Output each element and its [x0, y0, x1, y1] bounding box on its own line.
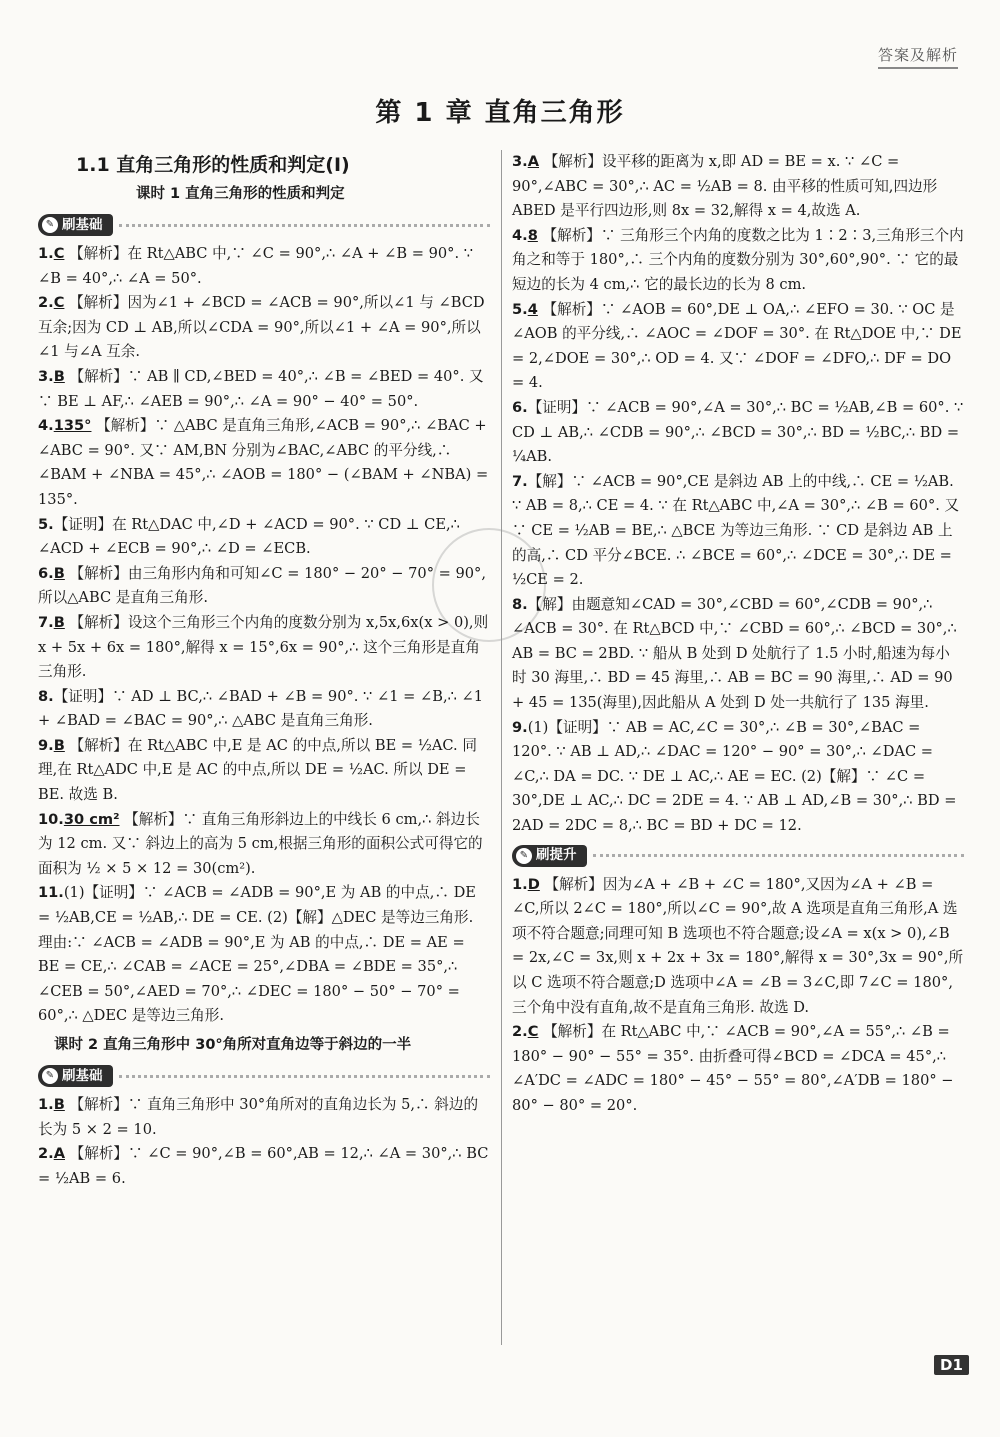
answer-item — [512, 716, 964, 839]
right-column — [512, 150, 964, 1119]
item-answer: D — [527, 875, 540, 893]
item-text: 【解析】∵ △ABC 是直角三角形,∠ACB = 90°,∴ ∠BAC + ∠ABC = 90°. 又∵ AM,BN 分别为∠BAC,∠ABC 的平分线,∴ ∠BAM + ∠NBA = 45°,∴ ∠AOB = 180° − (∠BAM + ∠NBA) = 135°. — [38, 417, 489, 508]
item-text: 【解析】在 Rt△ABC 中,∵ ∠C = 90°,∴ ∠A + ∠B = 90°. ∵ ∠B = 40°,∴ ∠A = 50°. — [38, 245, 474, 287]
dotted-rule — [119, 224, 491, 227]
answer-item — [38, 611, 490, 685]
section-title: 1.1 直角三角形的性质和判定(Ⅰ) — [76, 154, 350, 176]
answer-item — [38, 881, 490, 1029]
answer-list-left-2 — [38, 1093, 490, 1191]
item-number: 9. — [512, 718, 528, 736]
answer-item — [38, 734, 490, 808]
section-bar-improve — [512, 843, 964, 869]
book-icon: ✎ — [516, 848, 532, 864]
chapter-title: 第 1 章 直角三角形 — [375, 98, 625, 128]
item-answer: C — [527, 1023, 539, 1041]
item-text: 【解析】∵ 三角形三个内角的度数之比为 1∶2∶3,三角形三个内角之和等于 180°,∴ 三个内角的度数分别为 30°,60°,90°. ∵ 它的最短边的长为 4 cm,∴ 它的最长边的长为 8 cm. — [512, 226, 964, 293]
item-text: 【解析】设平移的距离为 x,即 AD = BE = x. ∵ ∠C = 90°,∠ABC = 30°,∴ AC = ½AB = 8. 由平移的性质可知,四边形 ABED 是平行四边形,则 8x = 32,解得 x = 4,故选 A. — [512, 153, 938, 220]
item-number: 5. — [38, 515, 54, 533]
item-text: 【解析】∵ 直角三角形斜边上的中线长 6 cm,∴ 斜边长为 12 cm. 又∵ 斜边上的高为 5 cm,根据三角形的面积公式可得它的面积为 ½ × 5 × 12 = 30(cm²). — [38, 810, 483, 877]
answer-item — [38, 513, 490, 562]
page-number: D1 — [934, 1355, 969, 1375]
item-number: 9. — [38, 736, 54, 754]
answer-item — [38, 414, 490, 512]
answer-item — [512, 224, 964, 298]
item-number: 10. — [38, 810, 64, 828]
answer-list-left — [38, 242, 490, 1029]
item-answer: B — [53, 736, 65, 754]
answer-item — [512, 298, 964, 396]
item-text: 【解析】在 Rt△ABC 中,∵ ∠ACB = 90°,∠A = 55°,∴ ∠B = 180° − 90° − 55° = 35°. 由折叠可得∠BCD = ∠DCA = 45°,∴ ∠A′DC = ∠ADC = 180° − 45° − 55° = 80°,∠A′DB = 180° − 80° − 80° = 20°. — [512, 1023, 954, 1114]
item-answer: 8 — [527, 226, 538, 244]
item-text: 【解析】因为∠A + ∠B + ∠C = 180°,又因为∠A + ∠B = ∠C,所以 2∠C = 180°,所以∠C = 90°,故 A 选项是直角三角形,A 选项不符合题意;同理可知 B 选项也不符合题意;设∠A = x(x > 0),∠B = 2x,∠C = 3x,则 x + 2x + 3x = 180°,解得 x = 30°,3x = 90°,所以 C 选项不符合题意;D 选项中∠A = ∠B = 3∠C,即 7∠C = 180°,三个角中没有直角,故不是直角三角形. 故选 D. — [512, 875, 964, 1016]
item-number: 4. — [38, 417, 54, 435]
left-column — [38, 150, 490, 1191]
dotted-rule — [119, 1075, 491, 1078]
item-number: 8. — [512, 595, 528, 613]
item-text: (1)【证明】∵ ∠ACB = ∠ADB = 90°,E 为 AB 的中点,∴ DE = ½AB,CE = ½AB,∴ DE = CE. (2)【解】△DEC 是等边三角形. 理由:∵ ∠ACB = ∠ADB = 90°,E 为 AB 的中点,∴ DE = AE = BE = CE,∴ ∠CAB = ∠ACE = 25°,∠DBA = ∠BDE = 35°,∴ ∠CEB = 50°,∠AED = 70°,∴ ∠DEC = 180° − 50° − 70° = 60°,∴ △DEC 是等边三角形. — [38, 884, 476, 1025]
answer-item — [38, 291, 490, 365]
item-text: 【解析】在 Rt△ABC 中,E 是 AC 的中点,所以 BE = ½AC. 同理,在 Rt△ADC 中,E 是 AC 的中点,所以 DE = ½AC. 所以 DE = BE. 故选 B. — [38, 736, 477, 804]
item-number: 6. — [38, 564, 54, 582]
item-text: 【解析】∵ AB ∥ CD,∠BED = 40°,∴ ∠B = ∠BED = 40°. 又∵ BE ⊥ AF,∴ ∠AEB = 90°,∴ ∠A = 90° − 40° = 50°. — [38, 367, 484, 410]
item-number: 2. — [38, 1145, 54, 1163]
item-answer: 30 cm² — [63, 810, 120, 828]
answer-item — [512, 1020, 964, 1118]
book-icon: ✎ — [42, 217, 58, 233]
item-number: 8. — [38, 687, 54, 705]
item-number: 4. — [512, 226, 528, 244]
item-answer: B — [53, 564, 65, 582]
section-bar-basic-2 — [38, 1063, 490, 1089]
item-text: 【解析】∵ 直角三角形中 30°角所对的直角边长为 5,∴ 斜边的长为 5 × 2 = 10. — [38, 1096, 479, 1138]
item-text: 【解析】∵ ∠C = 90°,∠B = 60°,AB = 12,∴ ∠A = 30°,∴ BC = ½AB = 6. — [38, 1145, 489, 1187]
item-number: 2. — [512, 1023, 528, 1041]
item-answer: 4 — [527, 300, 538, 318]
item-answer: A — [527, 153, 539, 170]
answer-item — [512, 470, 964, 593]
item-text: 【解析】因为∠1 + ∠BCD = ∠ACB = 90°,所以∠1 与 ∠BCD 互余;因为 CD ⊥ AB,所以∠CDA = 90°,所以∠1 + ∠A = 90°,所以∠1 与∠A 互余. — [38, 294, 485, 361]
answer-item — [512, 150, 964, 224]
item-answer: C — [53, 245, 65, 262]
item-number: 5. — [512, 300, 528, 318]
item-text: 【证明】∵ AD ⊥ BC,∴ ∠BAD + ∠B = 90°. ∵ ∠1 = ∠B,∴ ∠1 + ∠BAD = ∠BAC = 90°,∴ △ABC 是直角三角形. — [38, 687, 484, 730]
item-text: 【证明】∵ ∠ACB = 90°,∠A = 30°,∴ BC = ½AB,∠B = 60°. ∵ CD ⊥ AB,∴ ∠CDB = 90°,∴ ∠BCD = 30°,∴ BD = ½BC,∴ BD = ¼AB. — [512, 398, 964, 466]
item-number: 3. — [38, 367, 54, 385]
item-text: 【解】∵ ∠ACB = 90°,CE 是斜边 AB 上的中线,∴ CE = ½AB. ∵ AB = 8,∴ CE = 4. ∵ 在 Rt△ABC 中,∠A = 30°,∴ ∠B = 60°. 又∵ CE = ½AB = BE,∴ △BCE 为等边三角形. ∵ CD 是斜边 AB 上的高,∴ CD 平分∠BCE. ∴ ∠BCE = 60°,∴ ∠DCE = 30°,∴ DE = ½CE = 2. — [512, 472, 960, 589]
item-answer: B — [53, 613, 65, 631]
item-text: 【解析】∵ ∠AOB = 60°,DE ⊥ OA,∴ ∠EFO = 30. ∵ OC 是∠AOB 的平分线,∴ ∠AOC = ∠DOF = 30°. 在 Rt△DOE 中,∵ DE = 2,∠DOE = 30°,∴ OD = 4. 又∵ ∠DOF = ∠DFO,∴ DF = DO = 4. — [512, 300, 962, 392]
section-bar-basic — [38, 212, 490, 238]
item-number: 6. — [512, 398, 528, 416]
item-number: 2. — [38, 294, 54, 312]
item-number: 11. — [38, 884, 64, 902]
item-number: 1. — [512, 875, 528, 893]
dotted-rule — [593, 854, 965, 857]
item-text: 【解析】设这个三角形三个内角的度数分别为 x,5x,6x(x > 0),则 x + 5x + 6x = 180°,解得 x = 15°,6x = 90°,∴ 这个三角形是直角三角形. — [38, 613, 489, 681]
item-answer: B — [53, 367, 65, 385]
item-text: (1)【证明】∵ AB = AC,∠C = 30°,∴ ∠B = 30°,∠BAC = 120°. ∵ AB ⊥ AD,∴ ∠DAC = 120° − 90° = 30°,∴ ∠DAC = ∠C,∴ DA = DC. ∵ DE ⊥ AC,∴ AE = EC. (2)【解】∵ ∠C = 30°,DE ⊥ AC,∴ DC = 2DE = 4. ∵ AB ⊥ AD,∠B = 30°,∴ BD = 2AD = 2DC = 8,∴ BC = BD + DC = 12. — [512, 718, 957, 835]
answer-item — [512, 396, 964, 470]
answer-item — [38, 685, 490, 734]
lesson-title-1: 课时 1 直角三角形的性质和判定 — [136, 186, 345, 202]
badge-improve: ✎ 刷提升 — [512, 845, 587, 867]
answer-list-right — [512, 150, 964, 839]
column-divider — [501, 150, 502, 1345]
item-number: 1. — [38, 245, 54, 262]
answer-item — [38, 1142, 490, 1191]
item-number: 7. — [38, 613, 54, 631]
lesson-title-2: 课时 2 直角三角形中 30°角所对直角边等于斜边的一半 — [54, 1037, 412, 1053]
answer-item — [38, 365, 490, 414]
answer-item — [38, 562, 490, 611]
item-answer: B — [53, 1096, 65, 1113]
item-text: 【解】由题意知∠CAD = 30°,∠CBD = 60°,∠CDB = 90°,∴ ∠ACB = 30°. 在 Rt△BCD 中,∵ ∠CBD = 60°,∴ ∠BCD = 30°,∴ AB = BC = 2BD. ∵ 船从 B 处到 D 处航行了 1.5 小时,船速为每小时 30 海里,∴ BD = 45 海里,∴ AB = BC = 90 海里,∴ AD = 90 + 45 = 135(海里),因此船从 A 处到 D 处一共航行了 135 海里. — [512, 595, 957, 712]
header-tag: 答案及解析 — [878, 44, 958, 69]
answer-item — [38, 242, 490, 291]
item-number: 3. — [512, 153, 528, 170]
item-answer: A — [53, 1145, 65, 1163]
item-number: 7. — [512, 472, 528, 490]
item-number: 1. — [38, 1096, 54, 1113]
answer-item — [38, 808, 490, 882]
answer-item — [512, 593, 964, 716]
item-text: 【证明】在 Rt△DAC 中,∠D + ∠ACD = 90°. ∵ CD ⊥ CE,∴ ∠ACD + ∠ECB = 90°,∴ ∠D = ∠ECB. — [38, 515, 460, 558]
badge-basic-2: ✎ 刷基础 — [38, 1065, 113, 1087]
answer-list-right-2 — [512, 873, 964, 1119]
answer-item — [38, 1093, 490, 1142]
answer-item — [512, 873, 964, 1021]
item-answer: 135° — [53, 417, 92, 435]
item-text: 【解析】由三角形内角和可知∠C = 180° − 20° − 70° = 90°,所以△ABC 是直角三角形. — [38, 564, 486, 607]
badge-basic: ✎ 刷基础 — [38, 214, 113, 236]
book-icon: ✎ — [42, 1068, 58, 1084]
item-answer: C — [53, 294, 65, 312]
